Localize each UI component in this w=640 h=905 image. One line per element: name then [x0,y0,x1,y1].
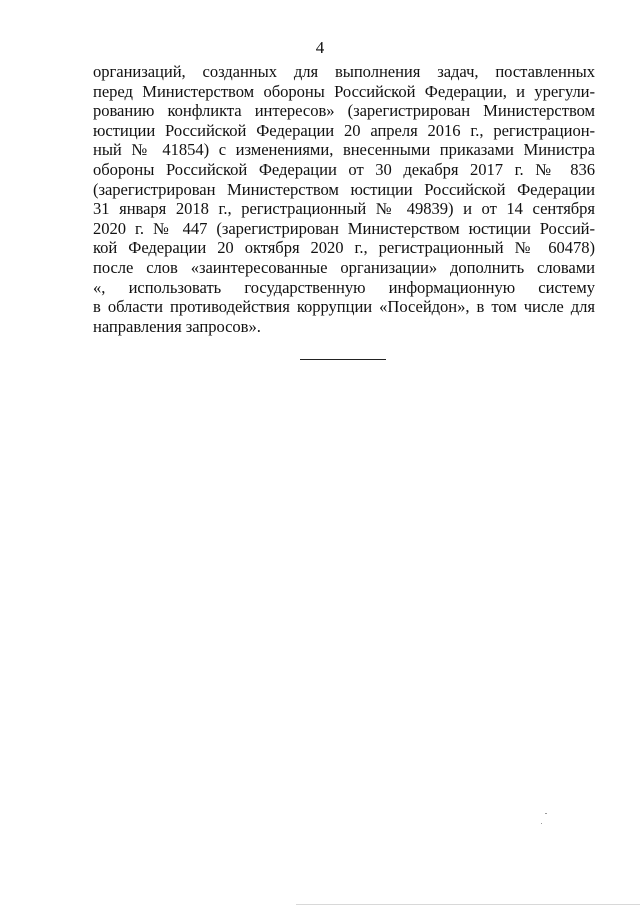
text-line: организаций, созданных для выполнения задач, поставленных [93,62,595,81]
text-line: обороны Российской Федерации от 30 декабря 2017 г. № 836 [93,159,595,179]
scan-speck [545,813,547,814]
text-line: 31 января 2018 г., регистрационный № 49839) и от 14 сентября [93,199,595,219]
text-line: юстиции Российской Федерации 20 апреля 2016 г., регистрацион- [93,120,595,140]
text-line-last: направления запросов». [93,316,261,336]
text-line: ный № 41854) с изменениями, внесенными приказами Министра [93,140,595,160]
text-line: в области противодействия коррупции «Посейдон», в том числе для [93,297,595,317]
page-number: 4 [315,38,325,57]
text-line: перед Министерством обороны Российской Федерации, и урегули- [93,81,595,101]
text-line: (зарегистрирован Министерством юстиции Российской Федерации [93,179,595,199]
text-line: кой Федерации 20 октября 2020 г., регистрационный № 60478) [93,238,595,258]
text-line: «, использовать государственную информационную систему [93,277,595,297]
scan-speck [541,823,542,824]
end-of-text-rule [300,359,386,360]
text-line: рованию конфликта интересов» (зарегистрирован Министерством [93,101,595,121]
document-body [93,62,595,336]
text-line: после слов «заинтересованные организации» дополнить словами [93,257,595,277]
text-line: 2020 г. № 447 (зарегистрирован Министерством юстиции Россий- [93,218,595,238]
